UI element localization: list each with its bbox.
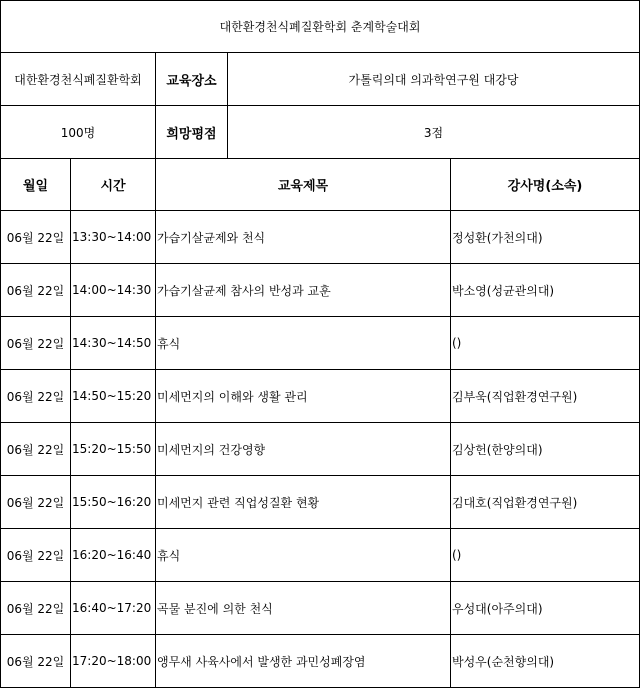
session-row — [1, 635, 640, 688]
session-time: 14:00~14:30 — [71, 264, 156, 317]
session-row — [1, 211, 640, 264]
session-topic: 미세먼지의 이해와 생활 관리 — [156, 370, 451, 423]
session-date: 06월 22일 — [1, 423, 71, 476]
session-date: 06월 22일 — [1, 211, 71, 264]
header-date: 월일 — [1, 159, 71, 211]
session-speaker: 박성우(순천향의대) — [451, 635, 640, 688]
points-value: 3점 — [228, 106, 640, 159]
session-date: 06월 22일 — [1, 635, 71, 688]
title-row — [1, 1, 640, 53]
venue-row — [1, 53, 640, 106]
session-date: 06월 22일 — [1, 317, 71, 370]
session-row — [1, 529, 640, 582]
session-speaker: () — [451, 529, 640, 582]
session-time: 15:20~15:50 — [71, 423, 156, 476]
session-topic: 가습기살균제 참사의 반성과 교훈 — [156, 264, 451, 317]
header-topic: 교육제목 — [156, 159, 451, 211]
session-topic: 휴식 — [156, 529, 451, 582]
session-time: 15:50~16:20 — [71, 476, 156, 529]
session-speaker: 김부욱(직업환경연구원) — [451, 370, 640, 423]
session-date: 06월 22일 — [1, 476, 71, 529]
session-date: 06월 22일 — [1, 264, 71, 317]
session-speaker: 김대호(직업환경연구원) — [451, 476, 640, 529]
header-speaker: 강사명(소속) — [451, 159, 640, 211]
session-speaker: 정성환(가천의대) — [451, 211, 640, 264]
session-date: 06월 22일 — [1, 370, 71, 423]
session-date: 06월 22일 — [1, 529, 71, 582]
session-topic: 미세먼지 관련 직업성질환 현황 — [156, 476, 451, 529]
header-row — [1, 159, 640, 211]
session-topic: 미세먼지의 건강영향 — [156, 423, 451, 476]
session-date: 06월 22일 — [1, 582, 71, 635]
points-row — [1, 106, 640, 159]
session-time: 16:20~16:40 — [71, 529, 156, 582]
session-topic: 휴식 — [156, 317, 451, 370]
points-label: 희망평점 — [156, 106, 228, 159]
session-speaker: 우성대(아주의대) — [451, 582, 640, 635]
session-speaker: 김상헌(한양의대) — [451, 423, 640, 476]
event-title: 대한환경천식폐질환학회 춘계학술대회 — [1, 1, 640, 53]
session-row — [1, 476, 640, 529]
session-row — [1, 582, 640, 635]
session-speaker: () — [451, 317, 640, 370]
header-time: 시간 — [71, 159, 156, 211]
session-row — [1, 370, 640, 423]
venue-label: 교육장소 — [156, 53, 228, 106]
session-time: 13:30~14:00 — [71, 211, 156, 264]
session-row — [1, 264, 640, 317]
session-time: 16:40~17:20 — [71, 582, 156, 635]
session-row — [1, 423, 640, 476]
venue-value: 가톨릭의대 의과학연구원 대강당 — [228, 53, 640, 106]
session-speaker: 박소영(성균관의대) — [451, 264, 640, 317]
session-time: 14:30~14:50 — [71, 317, 156, 370]
session-time: 17:20~18:00 — [71, 635, 156, 688]
schedule-body — [1, 1, 640, 688]
session-topic: 곡물 분진에 의한 천식 — [156, 582, 451, 635]
organizer: 대한환경천식폐질환학회 — [1, 53, 156, 106]
session-row — [1, 317, 640, 370]
session-time: 14:50~15:20 — [71, 370, 156, 423]
session-topic: 가습기살균제와 천식 — [156, 211, 451, 264]
capacity: 100명 — [1, 106, 156, 159]
session-topic: 앵무새 사육사에서 발생한 과민성폐장염 — [156, 635, 451, 688]
